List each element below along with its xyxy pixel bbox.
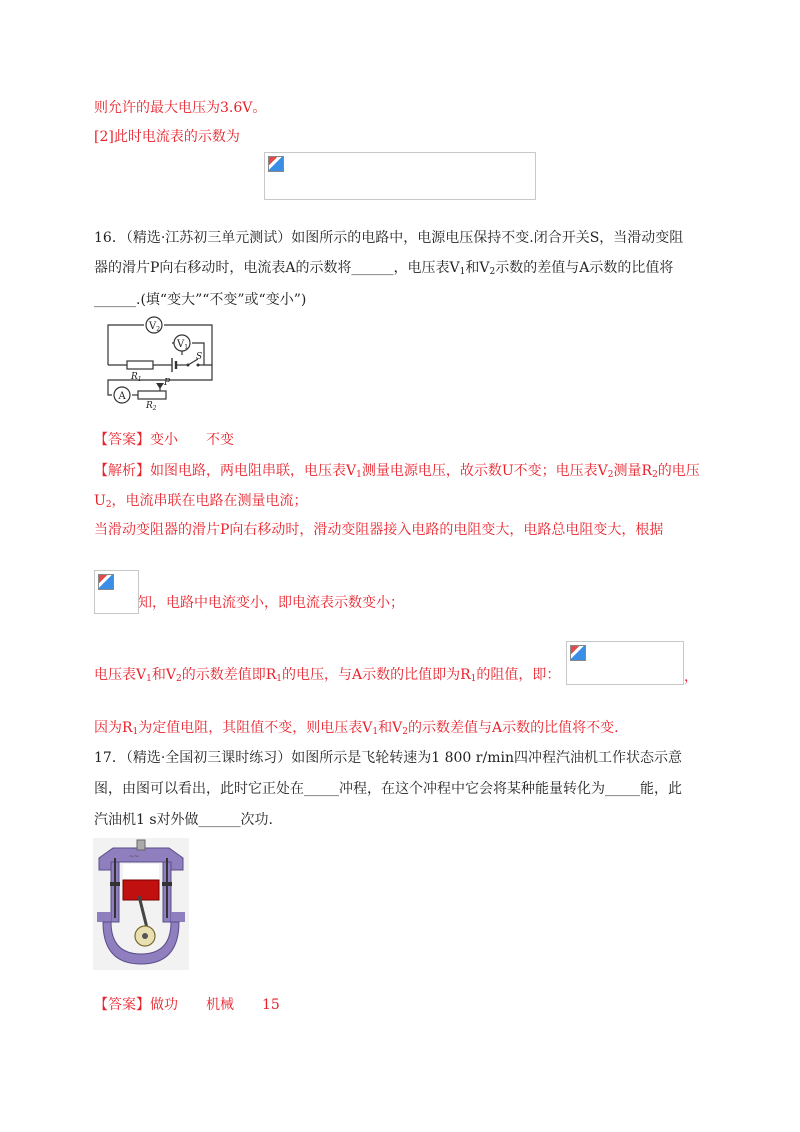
explanation-16-comma: ， bbox=[684, 669, 698, 685]
explanation-16-line-6: 因为$R_1$为定值电阻，其阻值不变，则电压表$V_1$和$V_2$的示数差值与A示数的比值将不变. bbox=[94, 720, 619, 737]
broken-image-icon bbox=[98, 574, 114, 590]
broken-image-icon bbox=[570, 645, 586, 661]
explanation-16-line-2: $U_2$，电流串联在电路在测量电流； bbox=[94, 493, 308, 510]
circuit-diagram bbox=[100, 313, 218, 412]
svg-text:~~: ~~ bbox=[129, 853, 140, 860]
prev-answer-line: 则允许的最大电压为3.6V。 bbox=[94, 100, 267, 116]
q16-line-1: 16．（精选·江苏初三单元测试）如图所示的电路中，电源电压保持不变.闭合开关S，当滑动变阻 bbox=[94, 230, 684, 246]
explanation-16-line-3: 当滑动变阻器的滑片P向右移动时，滑动变阻器接入电路的电阻变大，电路总电阻变大，根据 bbox=[94, 522, 664, 538]
svg-text:S: S bbox=[196, 352, 203, 362]
explanation-16-line-5: 电压表$V_1$和$V_2$的示数差值即$R_1$的电压，与A示数的比值即为$R_1$的阻值，即： bbox=[94, 667, 561, 684]
q16-line-2: 器的滑片P向右移动时，电流表A的示数将______，电压表$V_1$和$V_2$示数的差值与A示数的比值将 bbox=[94, 260, 674, 277]
answer-16: 【答案】变小 不变 bbox=[94, 432, 234, 448]
svg-text:P: P bbox=[164, 378, 171, 388]
answer-17: 【答案】做功 机械 15 bbox=[94, 997, 280, 1013]
broken-image-icon bbox=[268, 156, 284, 172]
explanation-16-line-1: 【解析】如图电路，两电阻串联，电压表$V_1$测量电源电压，故示数U不变；电压表$V_2$测量$R_2$的电压 bbox=[94, 463, 700, 480]
svg-text:V1: $V_1$ bbox=[177, 339, 189, 351]
broken-image-formula-2 bbox=[94, 570, 139, 614]
svg-text:V2: $V_2$ bbox=[149, 321, 161, 333]
q16-line-3: ______.(填“变大”“不变”或“变小”) bbox=[94, 292, 307, 308]
broken-image-formula-1 bbox=[264, 152, 536, 200]
engine-diagram bbox=[93, 838, 189, 970]
svg-text:A: A bbox=[118, 391, 126, 402]
q17-line-2: 图，由图可以看出，此时它正处在_____冲程，在这个冲程中它会将某种能量转化为_____能，此 bbox=[94, 781, 682, 797]
q17-line-3: 汽油机1 s对外做______次功. bbox=[94, 812, 273, 828]
broken-image-formula-3 bbox=[566, 641, 684, 685]
svg-text:R1: $R_1$ bbox=[131, 372, 142, 383]
q17-line-1: 17．（精选·全国初三课时练习）如图所示是飞轮转速为1 800 r/min四冲程汽油机工作状态示意 bbox=[94, 750, 682, 766]
explanation-16-line-4: 知，电路中电流变小，即电流表示数变小； bbox=[138, 595, 404, 611]
svg-text:R2: $R_2$ bbox=[146, 401, 157, 412]
prev-sub-question: [2]此时电流表的示数为 bbox=[94, 129, 240, 145]
